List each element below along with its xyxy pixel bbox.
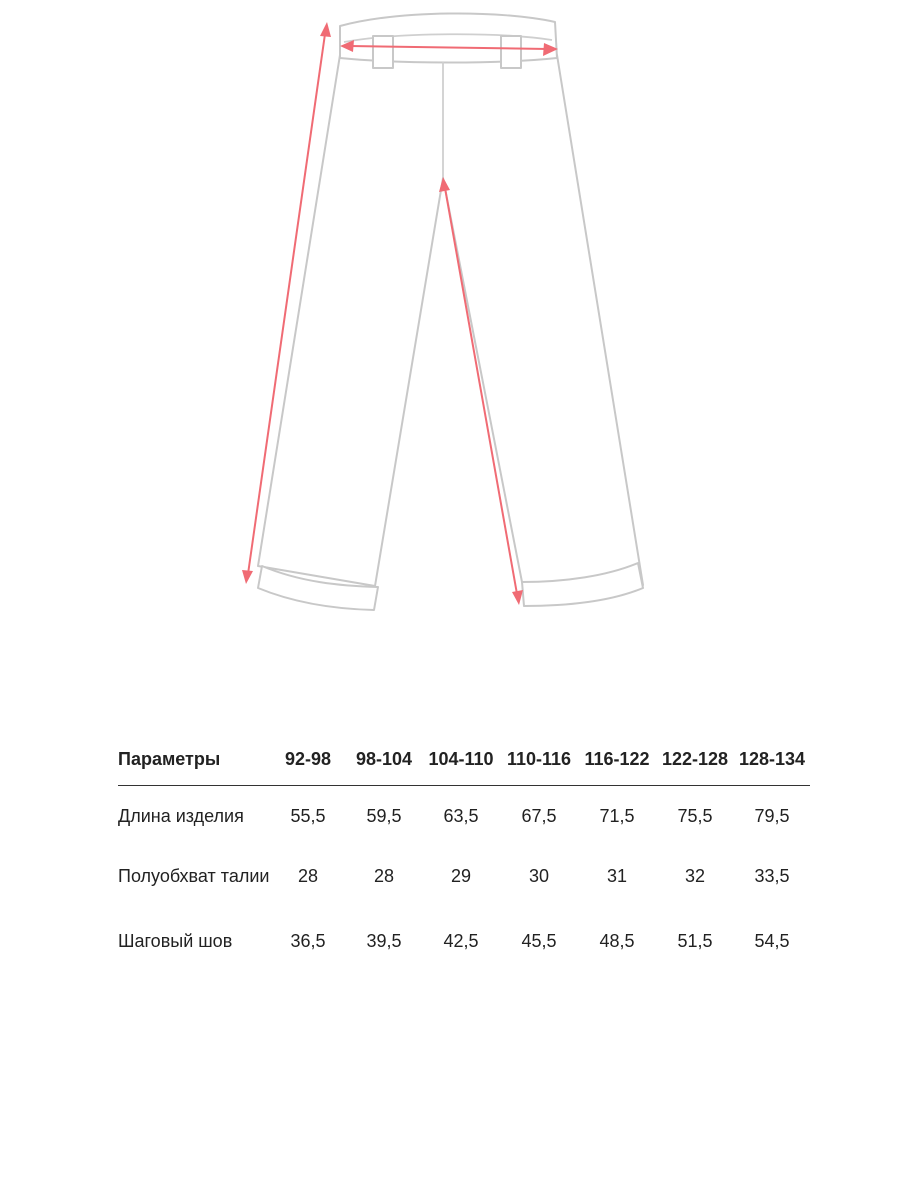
- table-cell: 30: [528, 865, 550, 886]
- table-cell: 32: [684, 865, 706, 886]
- table-cell: 29: [450, 865, 472, 886]
- size-header: 116-122: [578, 740, 656, 786]
- table-row: [118, 786, 810, 844]
- size-header: 98-104: [346, 740, 422, 786]
- belt-loop-right: [501, 36, 521, 68]
- table-cell: 33,5: [754, 865, 790, 886]
- table-cell: 71,5: [599, 805, 635, 826]
- row-label: Полуобхват талии: [118, 865, 270, 886]
- table-cell: 55,5: [290, 805, 326, 826]
- size-header: 110-116: [500, 740, 578, 786]
- size-header: 122-128: [656, 740, 734, 786]
- row-label: Шаговый шов: [118, 930, 233, 951]
- table-header-row: [118, 740, 810, 786]
- table-cell: 28: [373, 865, 395, 886]
- size-header: 92-98: [270, 740, 346, 786]
- params-header: Параметры: [118, 740, 270, 786]
- table-cell: 39,5: [366, 930, 402, 951]
- row-label: Длина изделия: [118, 805, 244, 826]
- size-header: 128-134: [734, 740, 810, 786]
- table-cell: 36,5: [290, 930, 326, 951]
- table-cell: 75,5: [677, 805, 713, 826]
- table-cell: 45,5: [521, 930, 557, 951]
- table-cell: 63,5: [443, 805, 479, 826]
- table-cell: 67,5: [521, 805, 557, 826]
- table-row: [118, 843, 810, 908]
- table-cell: 51,5: [677, 930, 713, 951]
- table-row: [118, 908, 810, 973]
- table-cell: 48,5: [599, 930, 635, 951]
- table-cell: 31: [606, 865, 628, 886]
- table-cell: 59,5: [366, 805, 402, 826]
- belt-loop-left: [373, 36, 393, 68]
- size-chart-table: [118, 740, 810, 973]
- table-cell: 79,5: [754, 805, 790, 826]
- pants-body-outline: [258, 55, 643, 586]
- size-header: 104-110: [422, 740, 500, 786]
- table-cell: 54,5: [754, 930, 790, 951]
- table-cell: 42,5: [443, 930, 479, 951]
- table-cell: 28: [297, 865, 319, 886]
